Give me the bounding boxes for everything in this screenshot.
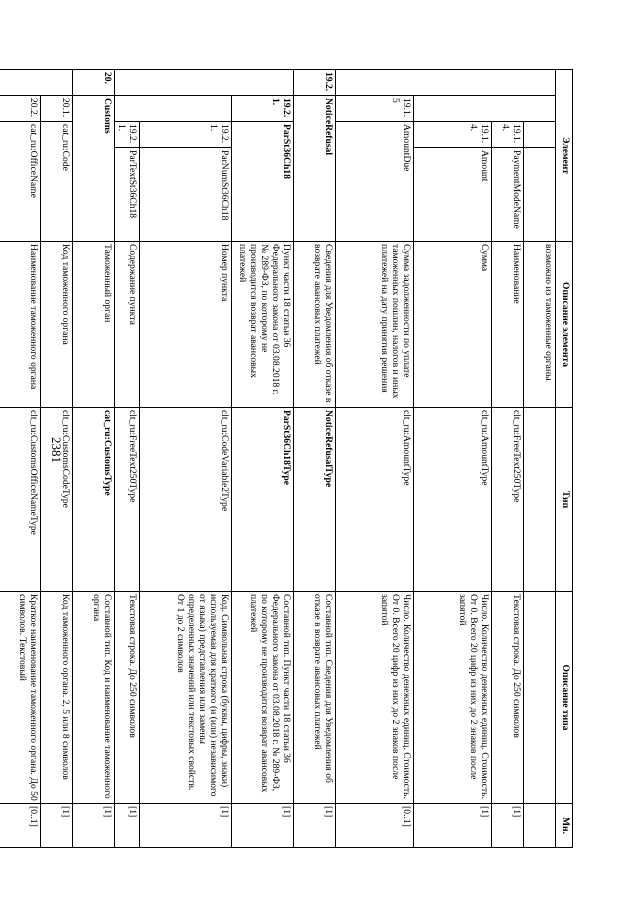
multiplicity: [0..1]: [0, 804, 40, 848]
element-description: Наименование: [492, 242, 524, 408]
element-name: ParNumSt36Ch18: [140, 148, 232, 242]
element-table: [0, 69, 573, 848]
header-element: Элемент: [556, 70, 573, 242]
type-name: clt_ru:CodeVariable2Type: [140, 408, 232, 592]
multiplicity: [1]: [294, 804, 336, 848]
multiplicity: [1]: [492, 804, 524, 848]
element-name: Amount: [414, 148, 492, 242]
table-row: [114, 70, 139, 848]
table-row: [0, 70, 40, 848]
element-name: NoticeRefusal: [294, 96, 336, 242]
header-row: [556, 70, 573, 848]
type-name: NoticeRefusalType: [294, 408, 336, 592]
element-name: cat_ru:OfficeName: [0, 122, 40, 242]
element-number: 19.2.: [294, 70, 336, 96]
element-name: ParTextSt36Ch18: [114, 148, 139, 242]
type-description: Краткое наименование таможенного органа. До 50 символов. Текстовый: [0, 592, 40, 804]
type-name: clt_ru:CustomsOfficeNameType: [0, 408, 40, 592]
element-number: 20.2.: [0, 96, 40, 122]
table-row: [72, 70, 114, 848]
multiplicity: [524, 804, 556, 848]
element-description: Сумма задолженности по уплате таможенных пошлин, налогов и иных платежей на дату принятия решения: [336, 242, 414, 408]
multiplicity: [1]: [414, 804, 492, 848]
table-row: [336, 70, 414, 848]
element-description: Таможенный орган: [72, 242, 114, 408]
multiplicity: [1]: [114, 804, 139, 848]
multiplicity: [0..1]: [336, 804, 414, 848]
element-name: AmountDue: [336, 122, 414, 242]
type-description: [524, 592, 556, 804]
type-name: clt_ru:AmountType: [414, 408, 492, 592]
table-row: [492, 70, 524, 848]
type-description: Код таможенного органа. 2, 5 или 8 символов: [40, 592, 72, 804]
element-description: Наименование таможенного органа: [0, 242, 40, 408]
multiplicity: [1]: [232, 804, 294, 848]
element-description: Сумма: [414, 242, 492, 408]
type-description: Текстовая строка. До 250 символов: [492, 592, 524, 804]
element-description: Номер пункта: [140, 242, 232, 408]
multiplicity: [1]: [40, 804, 72, 848]
element-number: 20.: [72, 70, 114, 96]
table-row: [524, 70, 556, 848]
header-type: Тип: [556, 408, 573, 592]
multiplicity: [1]: [140, 804, 232, 848]
element-description: Пункт части 18 статьи 36 Федерального закона от 03.08.2018 г. № 289-ФЗ, по которому не производится возврат авансовых платежей: [232, 242, 294, 408]
type-description: Число. Количество денежных единиц. Стоимость. От 0. Всего 20 цифр из них до 2 знаков после запятой: [336, 592, 414, 804]
table-row: [232, 70, 294, 848]
type-description: Составной тип. Пункт части 18 статьи 36 Федерального закона от 03.08.2018 г. № 289-ФЗ, по которому не производится возврат авансовых платежей: [232, 592, 294, 804]
table-row: [40, 70, 72, 848]
type-description: Составной тип. Код и наименование таможенного органа: [72, 592, 114, 804]
table-row: [140, 70, 232, 848]
element-number: 19.2.1.: [232, 96, 294, 122]
element-name: cat_ru:Code: [40, 122, 72, 242]
element-number: 19.1.4.: [414, 122, 492, 148]
element-number: 19.1.4.: [492, 122, 524, 148]
type-description: Текстовая строка. До 250 символов: [114, 592, 139, 804]
element-name: Customs: [72, 96, 114, 242]
type-name: clt_ru:FreeText250Type: [492, 408, 524, 592]
element-description: возможно из таможенные органы: [524, 242, 556, 408]
type-name: clt_ru:FreeText250Type: [114, 408, 139, 592]
element-name: PaymentModeName: [492, 148, 524, 242]
type-name: ParSt36Ch18Type: [232, 408, 294, 592]
type-name: clt_ru:AmountType: [336, 408, 414, 592]
type-description: Код. Символьная строка (буквы, цифры, знаки) используемая для краткого (и (или) независимого от языка) представления или замены определенных значений или текстовых свойств. От 1 до 2 символов: [140, 592, 232, 804]
type-name: cat_ru:CustomsType: [72, 408, 114, 592]
element-description: Сведения для Уведомления об отказе в возврате авансовых платежей: [294, 242, 336, 408]
page-number: 2381: [49, 437, 64, 463]
element-number: 19.2.1.: [140, 122, 232, 148]
element-name: ParSt36Ch18: [232, 122, 294, 242]
element-description: Содержание пункта: [114, 242, 139, 408]
table-row: [294, 70, 336, 848]
element-description: Код таможенного органа: [40, 242, 72, 408]
element-number: 20.1.: [40, 96, 72, 122]
header-type-description: Описание типа: [556, 592, 573, 804]
type-description: Число. Количество денежных единиц. Стоимость. От 0. Всего 20 цифр из них до 2 знаков после запятой: [414, 592, 492, 804]
type-description: Составной тип. Сведения для Уведомления об отказе в возврате авансовых платежей: [294, 592, 336, 804]
type-name: clt_ru:CustomsCodeType: [40, 408, 72, 592]
element-number: 19.1.5: [336, 96, 414, 122]
type-name: [524, 408, 556, 592]
multiplicity: [1]: [72, 804, 114, 848]
header-multiplicity: Мн.: [556, 804, 573, 848]
table-row: [414, 70, 492, 848]
element-number: 19.2.1.: [114, 122, 139, 148]
header-description: Описание элемента: [556, 242, 573, 408]
